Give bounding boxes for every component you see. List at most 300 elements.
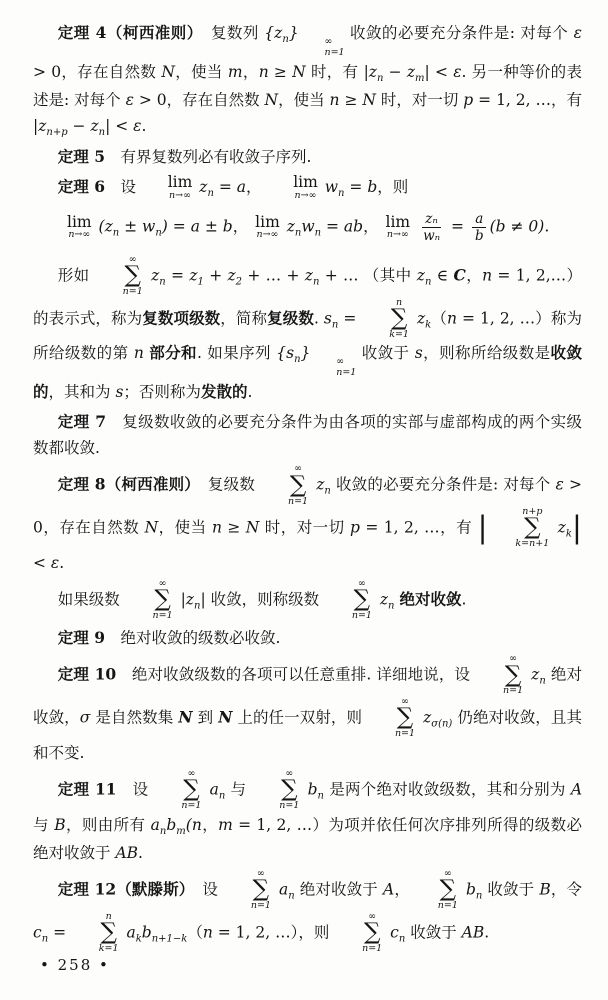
text-segment: > 0，存在自然数 xyxy=(133,90,265,109)
summation-symbol xyxy=(478,654,523,697)
text-segment: z xyxy=(418,708,432,727)
summation-symbol xyxy=(370,697,415,740)
text-segment: N xyxy=(264,90,279,109)
text-segment: k xyxy=(135,932,142,944)
text-segment: {z xyxy=(264,24,283,42)
text-segment: AB xyxy=(115,843,139,862)
text-segment: lim xyxy=(67,212,92,231)
text-segment: ε xyxy=(50,553,60,572)
text-segment: 是两个绝对收敛级数，其和分别为 xyxy=(324,780,571,799)
text-segment: 收敛的必要充分条件是: 对每个 xyxy=(344,24,574,42)
text-segment: ∑ xyxy=(353,586,371,613)
text-segment: 定理 9 xyxy=(57,627,105,647)
text-segment: ，则称所给级数是 xyxy=(422,344,551,363)
text-segment: z xyxy=(145,266,160,285)
text-segment: ∑ xyxy=(396,704,414,731)
summation-symbol xyxy=(98,255,143,298)
limit-operator xyxy=(255,212,280,241)
text-segment: n=1 xyxy=(279,800,300,812)
text-segment: w xyxy=(319,177,339,196)
text-segment: b xyxy=(166,815,177,834)
text-segment: ， xyxy=(394,880,410,899)
theorem-11 xyxy=(33,769,582,866)
text-segment: n xyxy=(155,227,162,239)
text-segment: ∞ xyxy=(256,867,265,879)
text-segment: s xyxy=(414,344,423,363)
text-segment: ∑ xyxy=(252,876,270,903)
text-segment: z xyxy=(374,590,389,609)
text-segment: m xyxy=(218,815,233,834)
text-segment: m xyxy=(415,72,425,84)
text-segment: = 1, 2, …），则 xyxy=(212,922,335,941)
text-segment: 收敛于 xyxy=(482,880,540,899)
text-segment: 绝对收敛级数的各项可以任意重排. 详细地说，设 xyxy=(116,665,476,684)
text-segment: − z xyxy=(67,117,99,136)
text-segment: 定理 4（柯西准则） xyxy=(57,23,195,42)
text-segment: = 1, 2, …）为项并依任何次序排列所得的级数必绝对收敛于 xyxy=(33,815,582,862)
text-segment: A xyxy=(383,880,395,899)
text-segment: n xyxy=(282,34,289,45)
text-segment: + … （其中 xyxy=(319,266,417,285)
text-segment: k=n+1 xyxy=(515,538,550,550)
text-segment: | xyxy=(200,590,206,609)
text-segment: ， xyxy=(201,815,219,834)
text-segment: . 如果序列 xyxy=(196,344,277,363)
text-segment: 时，对一切 xyxy=(375,90,464,109)
limit-operator xyxy=(385,212,411,241)
text-segment: n=1 xyxy=(351,610,372,622)
text-segment: . xyxy=(544,217,550,236)
summation-symbol xyxy=(157,769,202,812)
text-segment: 与 xyxy=(225,780,252,799)
text-segment: 收敛于 xyxy=(405,922,462,941)
text-segment: . xyxy=(59,553,65,572)
text-segment: ，使当 xyxy=(158,518,212,537)
text-segment: ，使当 xyxy=(278,90,330,109)
text-segment: n=1 xyxy=(336,367,357,379)
text-segment: z xyxy=(411,308,426,327)
text-segment: n+p xyxy=(46,127,68,139)
text-segment: σ(n) xyxy=(431,718,453,730)
text-segment: . xyxy=(138,843,143,862)
text-segment: s xyxy=(323,308,332,327)
text-segment: = xyxy=(48,922,71,941)
text-segment: ≥ xyxy=(339,90,363,109)
text-segment: ∞ xyxy=(368,910,377,922)
fraction xyxy=(472,211,487,244)
text-segment: = xyxy=(338,308,362,327)
text-segment: n→∞ xyxy=(68,229,91,241)
text-segment: b xyxy=(460,880,476,899)
text-segment: n xyxy=(317,790,324,802)
text-segment: ∞ xyxy=(509,653,518,665)
text-segment: ∑ xyxy=(524,514,541,541)
text-segment: = 1, 2, …，有 xyxy=(473,90,583,109)
summation-symbol xyxy=(491,507,550,550)
text-segment: ∑ xyxy=(289,471,307,498)
text-segment: . xyxy=(313,308,324,327)
text-segment: 绝对收敛 xyxy=(399,589,462,609)
text-segment: ( xyxy=(185,815,192,834)
text-segment: n→∞ xyxy=(294,189,317,201)
text-segment: n xyxy=(338,187,345,199)
text-segment: （ xyxy=(187,922,203,941)
text-segment: < xyxy=(110,117,134,136)
text-segment: a xyxy=(472,211,486,228)
text-segment: } xyxy=(300,344,311,363)
text-segment: a xyxy=(121,922,136,941)
text-segment: n xyxy=(159,825,167,837)
summation-symbol xyxy=(337,912,382,955)
text-segment: c xyxy=(385,922,399,941)
theorem-9 xyxy=(33,625,582,651)
text-segment: 复数项级数 xyxy=(142,307,221,327)
text-segment: n xyxy=(191,815,202,834)
text-segment: z xyxy=(552,518,566,537)
text-segment: ∑ xyxy=(281,776,298,803)
text-segment: ∑ xyxy=(100,919,117,946)
text-segment: b xyxy=(141,922,152,941)
text-segment: n→∞ xyxy=(169,189,192,201)
text-segment: n=1 xyxy=(287,495,309,507)
text-segment: n xyxy=(193,600,201,612)
text-segment: n xyxy=(482,266,493,285)
text-segment: = 1, 2, …）称为所给级数的第 xyxy=(33,308,582,363)
text-segment: ∑ xyxy=(124,262,141,289)
text-segment: ∞ xyxy=(443,867,452,879)
summation-symbol xyxy=(364,298,409,341)
text-segment: ∞ xyxy=(285,767,294,779)
text-segment: ∑ xyxy=(390,305,408,332)
text-segment: < xyxy=(429,62,454,81)
text-segment: z xyxy=(189,266,198,285)
text-segment: a xyxy=(190,217,200,236)
text-segment: n xyxy=(294,227,302,239)
text-segment: n xyxy=(98,127,106,139)
text-segment: 上的任一双射，则 xyxy=(232,708,368,727)
text-segment: |z xyxy=(33,117,47,136)
text-segment: ，使当 xyxy=(174,62,228,81)
text-segment: z xyxy=(227,266,236,285)
text-segment: 时，有 xyxy=(305,62,364,81)
text-segment: k xyxy=(565,528,572,540)
text-segment: 绝对收敛的级数必收敛. xyxy=(104,628,281,647)
text-segment: a xyxy=(273,880,289,899)
text-segment: lim xyxy=(385,212,411,231)
text-segment: ∈ xyxy=(431,266,454,285)
text-segment: 发散的 xyxy=(200,382,248,402)
stacked-scripts xyxy=(300,37,345,59)
text-segment: z xyxy=(416,266,425,285)
text-segment: ， xyxy=(242,62,259,81)
text-segment: k=1 xyxy=(389,328,409,340)
text-segment: = xyxy=(446,217,469,236)
text-segment: n=1 xyxy=(250,900,271,912)
text-segment: lim xyxy=(293,173,318,192)
text-segment: N xyxy=(362,90,376,109)
text-segment: m xyxy=(227,62,243,81)
text-segment: n xyxy=(207,187,214,199)
absolute-value-bar: | xyxy=(477,510,488,546)
text-segment: 与 xyxy=(33,815,55,834)
text-segment: |z xyxy=(175,590,194,609)
text-segment: 绝对收敛于 xyxy=(294,880,383,899)
summation-symbol xyxy=(327,579,372,622)
text-segment: ε xyxy=(555,475,564,494)
text-segment: N xyxy=(218,707,233,727)
text-segment: B xyxy=(539,880,551,899)
text-segment: n→∞ xyxy=(386,229,409,241)
text-segment: 收敛的必要充分条件是: 对每个 xyxy=(330,475,556,494)
text-segment: 收敛，则称级数 xyxy=(205,590,325,609)
text-segment: } xyxy=(288,24,299,42)
text-segment: = xyxy=(167,217,191,236)
text-segment: ， xyxy=(245,177,267,196)
text-segment: 形如 xyxy=(57,266,95,285)
theorem-7 xyxy=(33,409,582,462)
text-segment: n+p xyxy=(522,505,543,517)
text-segment: N xyxy=(292,62,306,81)
text-segment: wₙ xyxy=(423,227,441,244)
text-segment: 复级数收敛的必要充分条件为由各项的实部与虚部构成的两个实级数都收敛. xyxy=(33,412,582,457)
text-segment: 设 xyxy=(186,880,224,899)
text-segment: lim xyxy=(255,212,280,231)
text-segment: a xyxy=(236,177,246,196)
series-definition xyxy=(33,255,582,406)
text-segment: ∞ xyxy=(336,356,345,368)
text-segment: n xyxy=(424,276,432,288)
text-segment: N xyxy=(178,707,193,727)
text-segment xyxy=(412,217,417,235)
text-segment: 复级数 xyxy=(192,475,261,494)
text-segment: = xyxy=(165,266,190,285)
text-segment: 复级数 xyxy=(267,307,314,327)
text-segment: ∞ xyxy=(357,578,366,589)
text-segment: n xyxy=(105,910,112,922)
text-segment: > 0，存在自然数 xyxy=(33,62,162,81)
text-segment: − z xyxy=(383,62,416,81)
text-segment: | xyxy=(424,62,430,81)
text-segment: ，则由所有 xyxy=(65,815,151,834)
text-segment: 2 xyxy=(235,276,243,288)
text-segment: . xyxy=(141,117,147,136)
text-segment: (b ≠ 0) xyxy=(489,217,545,236)
text-segment: ≥ xyxy=(221,518,246,537)
text-segment: B xyxy=(54,815,66,834)
text-segment: 定理 7 xyxy=(57,411,107,431)
text-segment: n=1 xyxy=(394,728,416,740)
text-segment: + … + xyxy=(242,266,305,285)
text-segment: 设 xyxy=(116,780,154,799)
text-segment: 仍绝对收敛，且其和不变. xyxy=(33,708,582,762)
text-segment: n xyxy=(202,922,213,941)
text-segment: 定理 5 xyxy=(57,147,105,167)
text-segment: a xyxy=(204,780,219,799)
text-segment: ，则 xyxy=(377,177,409,196)
text-segment: ∞ xyxy=(158,578,167,589)
text-segment: 部分和 xyxy=(149,343,197,363)
text-segment: . xyxy=(484,922,490,941)
text-segment: zₙ xyxy=(422,211,441,228)
summation-symbol xyxy=(128,579,173,622)
text-segment: ，令 xyxy=(550,880,582,899)
text-segment: ∑ xyxy=(504,661,522,688)
text-segment: 到 xyxy=(192,708,219,727)
page-body xyxy=(33,20,582,954)
text-segment: n=1 xyxy=(362,942,383,954)
page-number: • 258 • xyxy=(40,956,110,974)
text-segment: 定理 6 xyxy=(57,176,105,196)
text-segment: ， xyxy=(363,217,384,236)
text-segment: 有界复数列必有收敛子序列. xyxy=(104,148,312,167)
absolute-value-bar: | xyxy=(571,510,583,546)
text-segment: n xyxy=(258,62,269,81)
fraction xyxy=(420,211,443,244)
text-segment: N xyxy=(161,62,175,81)
text-segment: ∑ xyxy=(154,586,171,613)
text-segment: z xyxy=(194,177,208,196)
text-segment: n xyxy=(133,344,144,363)
text-segment: . 另一种等价的表述是: 对每个 xyxy=(33,62,582,109)
text-segment: ε xyxy=(453,62,462,81)
text-segment: ≥ xyxy=(268,62,293,81)
text-segment: n=1 xyxy=(324,46,345,58)
text-segment: k=1 xyxy=(98,942,119,954)
text-segment: n xyxy=(112,227,120,239)
text-segment: AB xyxy=(461,922,485,941)
text-segment: ∞ xyxy=(324,36,333,47)
text-segment: p xyxy=(463,90,474,109)
text-segment: w xyxy=(301,217,315,236)
text-segment: n=1 xyxy=(122,286,143,298)
text-segment: n xyxy=(288,890,295,902)
text-segment: z xyxy=(304,266,313,285)
text-segment: p xyxy=(350,518,360,537)
text-segment: n xyxy=(396,296,403,308)
text-segment: n+1−k xyxy=(151,932,188,944)
text-segment: n xyxy=(376,72,384,84)
text-segment: b xyxy=(367,177,378,196)
theorem-12 xyxy=(33,869,582,954)
absolute-convergence-definition xyxy=(33,579,582,622)
text-segment: ± xyxy=(199,217,223,236)
theorem-8 xyxy=(33,464,582,576)
text-segment: n xyxy=(312,276,320,288)
summation-symbol xyxy=(74,912,119,955)
text-segment: = 1, 2, …，有 xyxy=(359,518,478,537)
text-segment: N xyxy=(245,518,260,537)
text-segment: 定理 8（柯西准则） xyxy=(57,474,193,494)
text-segment: n=1 xyxy=(152,610,173,622)
text-segment: m xyxy=(176,825,186,837)
text-segment: . xyxy=(247,383,253,402)
text-segment: n=1 xyxy=(181,800,202,812)
text-segment: = 1, 2,…）的表示式，称为 xyxy=(33,266,583,327)
text-segment: ， xyxy=(465,266,483,285)
text-segment: + xyxy=(203,266,228,285)
text-segment: n=1 xyxy=(437,900,458,912)
text-segment: ，其和为 xyxy=(48,383,116,402)
text-segment: 收敛的 xyxy=(33,343,582,402)
text-segment: 如果级数 xyxy=(57,590,125,609)
text-segment: . xyxy=(461,590,467,609)
text-segment: ∑ xyxy=(439,876,457,903)
text-segment: ∞ xyxy=(128,253,137,265)
text-segment: n xyxy=(218,790,226,802)
text-segment: n xyxy=(212,518,222,537)
stacked-scripts xyxy=(311,357,356,379)
text-segment: C xyxy=(453,265,466,285)
text-segment: n xyxy=(331,318,339,330)
text-segment: ε xyxy=(573,24,582,42)
theorem-6 xyxy=(33,174,582,202)
text-segment: (z xyxy=(93,217,113,236)
text-segment: ε xyxy=(133,117,142,136)
text-segment: ∞ xyxy=(187,767,196,779)
theorem-5 xyxy=(33,144,582,170)
text-segment: n xyxy=(294,354,301,366)
text-segment: n xyxy=(388,600,395,612)
theorem-6-equation xyxy=(33,211,582,244)
text-segment: ，简称 xyxy=(220,308,268,327)
text-segment: > 0，存在自然数 xyxy=(33,475,582,537)
text-segment: n→∞ xyxy=(256,229,279,241)
text-segment: ∑ xyxy=(363,919,381,946)
text-segment: = xyxy=(344,177,368,196)
text-segment: ∞ xyxy=(401,695,409,707)
text-segment: n xyxy=(329,90,340,109)
text-segment: 定理 11 xyxy=(57,779,117,799)
text-segment: = xyxy=(213,177,237,196)
text-segment: 1 xyxy=(197,276,204,288)
text-segment: 复数列 xyxy=(194,24,265,42)
text-segment: b xyxy=(222,217,233,236)
text-segment: = xyxy=(321,217,344,236)
text-segment: {s xyxy=(276,344,295,363)
text-segment: |z xyxy=(363,62,377,81)
text-segment: n xyxy=(41,932,49,944)
text-segment: 时，对一切 xyxy=(259,518,351,537)
summation-symbol xyxy=(226,869,271,912)
text-segment: 定理 12（默滕斯） xyxy=(57,879,187,899)
text-segment: n xyxy=(539,675,546,687)
text-segment: z xyxy=(281,217,295,236)
text-segment: ε xyxy=(125,90,134,109)
limit-operator xyxy=(143,175,192,200)
text-segment: ；否则称为 xyxy=(123,383,201,402)
text-segment: n xyxy=(159,276,166,288)
text-segment: b xyxy=(474,227,484,244)
text-segment: ∑ xyxy=(183,776,200,803)
text-segment: k xyxy=(425,318,432,330)
summation-symbol xyxy=(263,464,308,507)
text-segment: s xyxy=(115,383,124,402)
text-segment: 定理 10 xyxy=(57,664,117,684)
text-segment: z xyxy=(526,665,540,684)
limit-operator xyxy=(67,212,92,241)
text-segment: ) xyxy=(161,217,168,236)
text-segment: 收敛于 xyxy=(356,344,415,363)
text-segment: n xyxy=(324,485,331,497)
text-segment: ∞ xyxy=(294,463,302,475)
text-segment: c xyxy=(33,922,42,941)
text-segment: （ xyxy=(431,308,447,327)
summation-symbol xyxy=(413,869,458,912)
text-segment: N xyxy=(144,518,159,537)
text-segment: a xyxy=(150,815,160,834)
text-segment: lim xyxy=(167,173,193,192)
theorem-10 xyxy=(33,654,582,766)
